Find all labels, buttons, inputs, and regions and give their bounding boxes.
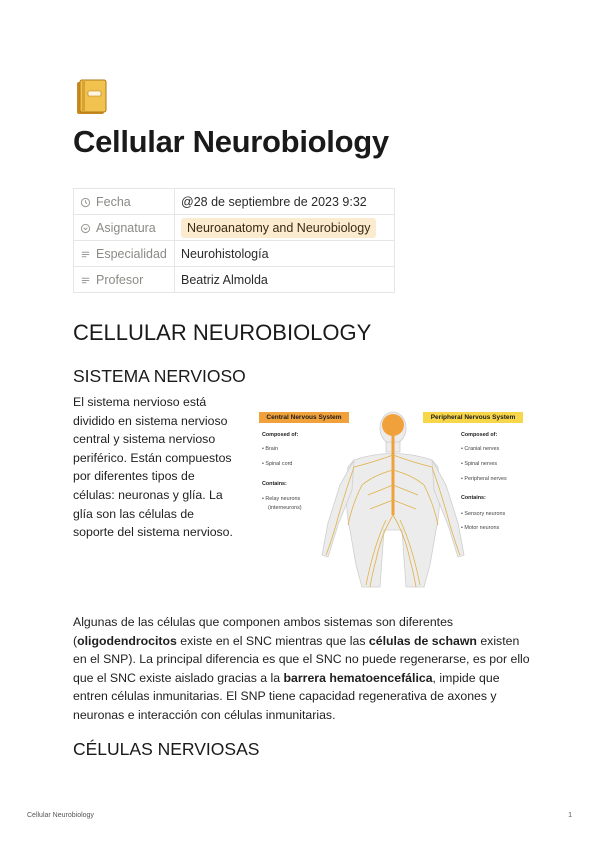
pns-composed-item: • Cranial nerves: [461, 446, 500, 452]
pns-composed-item: • Spinal nerves: [461, 461, 498, 467]
property-row-profesor: [74, 267, 395, 293]
property-value-especialidad[interactable]: Neurohistología: [175, 241, 395, 267]
property-key: Profesor: [74, 267, 175, 293]
cns-composed-item: • Brain: [262, 446, 278, 452]
select-icon: [80, 223, 91, 234]
clock-icon: [80, 197, 91, 208]
property-value-fecha[interactable]: @28 de septiembre de 2023 9:32: [175, 189, 395, 215]
pns-composed-item: • Peripheral nerves: [461, 476, 507, 482]
page-number: 1: [568, 812, 572, 819]
text-lines-icon: [80, 249, 91, 260]
heading-sistema-nervioso: SISTEMA NERVIOSO: [73, 366, 246, 386]
cns-composed-item: • Spinal cord: [262, 461, 293, 467]
properties-table: [73, 188, 395, 293]
pns-contains-label: Contains:: [461, 495, 486, 501]
property-value-asignatura[interactable]: [175, 215, 395, 241]
pns-contains-item: • Motor neurons: [461, 525, 500, 531]
term-celulas-de-schawn: células de schawn: [368, 633, 477, 648]
cns-contains-label: Contains:: [262, 481, 287, 487]
intro-paragraph: El sistema nervioso está dividido en sistema nervioso central y sistema nervioso periférico. Están compuestos por diferentes tipos de células: neuronas y glía. La glía son las células de soporte del sistema nervioso.: [73, 395, 233, 540]
cns-composed-label: Composed of:: [262, 432, 299, 438]
human-body-illustration: [256, 405, 530, 590]
footer-title: Cellular Neurobiology: [27, 812, 94, 819]
property-value-profesor[interactable]: Beatriz Almolda: [175, 267, 395, 293]
cns-contains-item: • Relay neurons: [262, 496, 301, 502]
property-key: Fecha: [74, 189, 175, 215]
pns-composed-label: Composed of:: [461, 432, 498, 438]
pns-header: Peripheral Nervous System: [423, 412, 523, 423]
notebook-icon: [75, 78, 109, 116]
heading-cellular-neurobiology: CELLULAR NEUROBIOLOGY: [73, 320, 372, 345]
text-lines-icon: [80, 275, 91, 286]
property-row-fecha: [74, 189, 395, 215]
heading-celulas-nerviosas: CÉLULAS NERVIOSAS: [73, 739, 260, 759]
nervous-system-figure: [256, 405, 530, 590]
page-title: Cellular Neurobiology: [73, 124, 389, 159]
pns-contains-item: • Sensory neurons: [461, 511, 506, 517]
property-key: Especialidad: [74, 241, 175, 267]
term-barrera-hematoencefalica: barrera hematoencefálica: [283, 670, 433, 685]
property-key: Asignatura: [74, 215, 175, 241]
cns-header: Central Nervous System: [259, 412, 349, 423]
body-paragraph: Algunas de las células que componen ambos sistemas son diferentes (oligodendrocitos existe en el SNC mientras que las células de schawn existen en el SNP). La principal diferencia es que el SNC no puede regenerarse, es por ello que el SNC existe aislado gracias a la barrera hematoencefálica, impide que entren células inmunitarias. El SNP tiene capacidad regenerativa de axones y neuronas e interacción con células inmunitarias.: [73, 615, 530, 722]
term-oligodendrocitos: oligodendrocitos: [77, 633, 177, 648]
cns-contains-item: (interneurons): [268, 505, 302, 511]
subject-tag[interactable]: Neuroanatomy and Neurobiology: [181, 218, 376, 238]
property-row-especialidad: [74, 241, 395, 267]
property-row-asignatura: [74, 215, 395, 241]
